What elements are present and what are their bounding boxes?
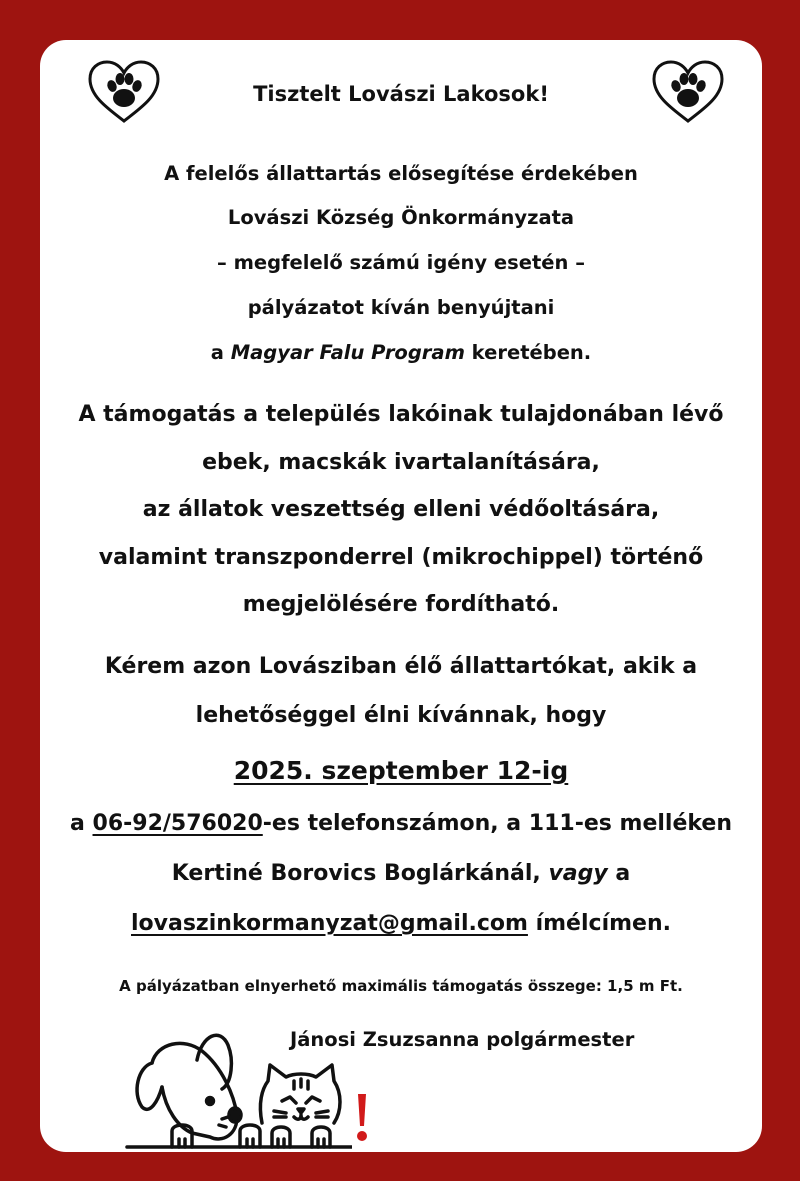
contact-line: Kertiné Borovics Boglárkánál, vagy a xyxy=(171,861,631,886)
signature: Jánosi Zsuzsanna polgármester xyxy=(290,1028,635,1051)
request-line-1: Kérem azon Lovásziban élő állattartókat, akik a xyxy=(104,654,698,679)
page-title: Tisztelt Lovászi Lakosok! xyxy=(253,82,549,106)
max-support-note: A pályázatban elnyerhető maximális támogatás összege: 1,5 m Ft. xyxy=(119,977,683,995)
dog-and-cat-icon xyxy=(122,1015,352,1152)
intro-line-2: Lovászi Község Önkormányzata xyxy=(227,206,575,229)
intro-line-3: – megfelelő számú igény esetén – xyxy=(217,251,585,274)
request-line-2: lehetőséggel élni kívánnak, hogy xyxy=(195,703,607,728)
notice-card xyxy=(40,40,762,1152)
support-line-2: ebek, macskák ivartalanítására, xyxy=(202,450,600,475)
program-name: Magyar Falu Program xyxy=(230,341,465,364)
support-line-3: az állatok veszettség elleni védőoltására, xyxy=(142,497,660,522)
email-line: lovaszinkormanyzat@gmail.com ímélcímen. xyxy=(131,911,671,936)
exclamation-icon xyxy=(354,1092,370,1144)
support-line-1: A támogatás a település lakóinak tulajdonában lévő xyxy=(78,402,724,427)
support-line-4: valamint transzponderrel (mikrochippel) történő xyxy=(98,545,704,570)
phone-number-link[interactable]: 06-92/576020 xyxy=(92,811,263,836)
deadline-date: 2025. szeptember 12-ig xyxy=(233,756,569,785)
support-line-5: megjelölésére fordítható. xyxy=(242,592,560,617)
intro-line-1: A felelős állattartás elősegítése érdekében xyxy=(164,162,638,185)
email-link[interactable]: lovaszinkormanyzat@gmail.com xyxy=(131,911,528,936)
intro-line-5: a Magyar Falu Program keretében. xyxy=(210,341,592,364)
intro-line-4: pályázatot kíván benyújtani xyxy=(247,296,555,319)
phone-line: a 06-92/576020-es telefonszámon, a 111-es melléken xyxy=(70,811,732,836)
